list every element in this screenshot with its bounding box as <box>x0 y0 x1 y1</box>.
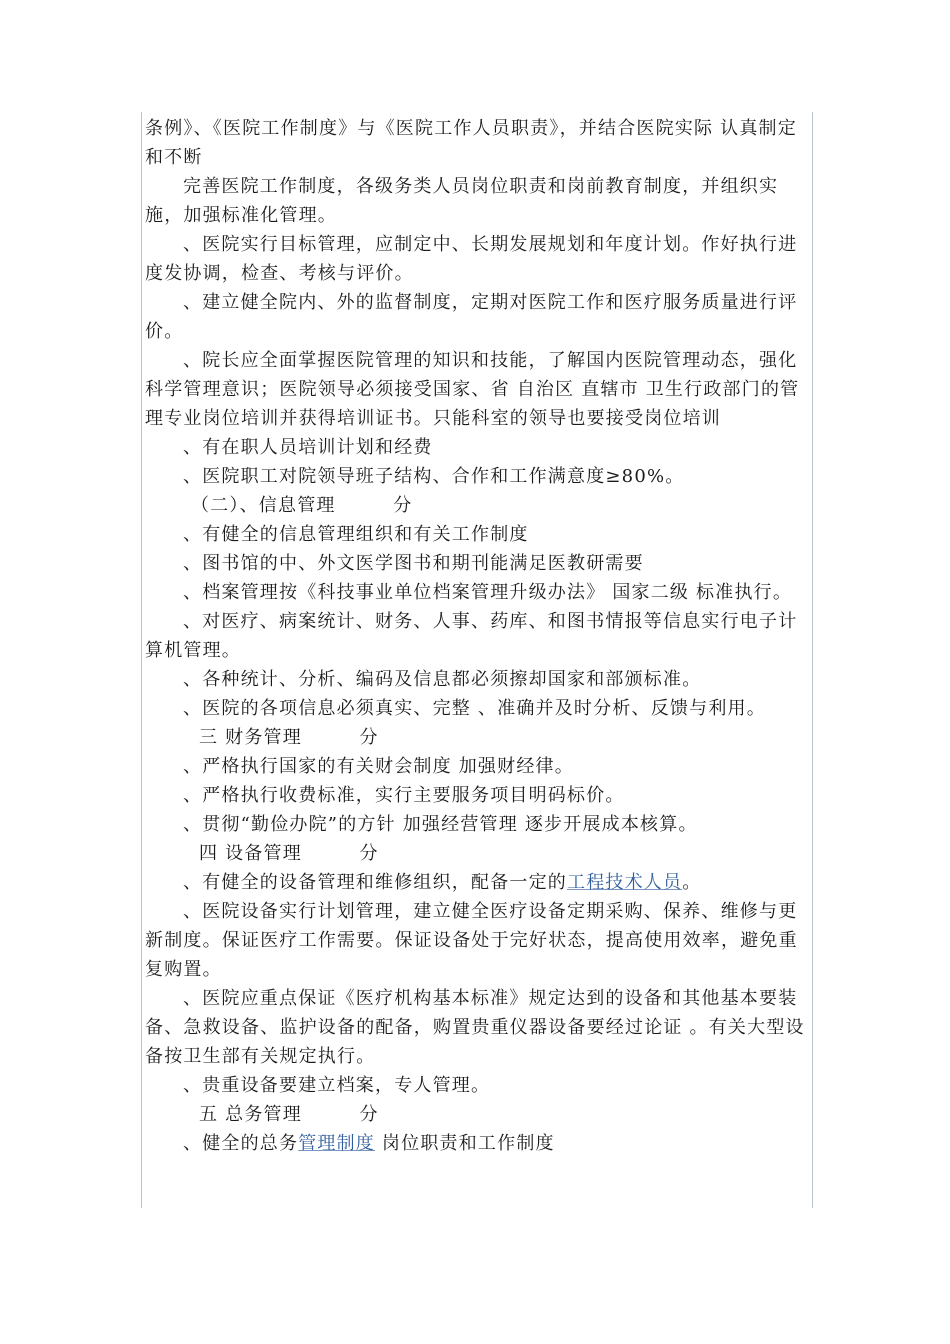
section-heading-finance: 三 财务管理 分 <box>199 727 379 748</box>
paragraph-1: 条例》、《医院工作制度》与《医院工作人员职责》，并结合医院实际 认真制定和不断 <box>145 118 797 168</box>
paragraph-4: 、建立健全院内、外的监督制度，定期对医院工作和医疗服务质量进行评价。 <box>145 292 798 342</box>
paragraph-18: 、贯彻“勤俭办院”的方针 加强经营管理 逐步开展成本核算。 <box>183 814 698 835</box>
paragraph-20-pre: 、有健全的设备管理和维修组织，配备一定的 <box>183 872 567 893</box>
paragraph-13: 、各种统计、分析、编码及信息都必须擦却国家和部颁标准。 <box>183 669 702 690</box>
section-heading-equipment: 四 设备管理 分 <box>199 843 379 864</box>
paragraph-21: 、医院设备实行计划管理，建立健全医疗设备定期采购、保养、维修与更新制度。保证医疗工作需要。保证设备处于完好状态，提高使用效率，避免重复购置。 <box>145 901 798 980</box>
paragraph-2: 完善医院工作制度，各级务类人员岗位职责和岗前教育制度，并组织实施，加强标准化管理。 <box>145 176 779 226</box>
paragraph-6: 、有在职人员培训计划和经费 <box>183 437 433 458</box>
document-body <box>145 114 809 1158</box>
paragraph-7: 、医院职工对院领导班子结构、合作和工作满意度≥80%。 <box>183 466 685 487</box>
link-engineering-staff[interactable]: 工程技术人员 <box>567 872 683 893</box>
paragraph-22: 、医院应重点保证《医疗机构基本标准》规定达到的设备和其他基本要装备、急救设备、监护设备的配备，购置贵重仪器设备要经过论证 。有关大型设备按卫生部有关规定执行。 <box>145 988 805 1067</box>
link-management-system[interactable]: 管理制度 <box>298 1133 376 1154</box>
paragraph-3: 、医院实行目标管理，应制定中、长期发展规划和年度计划。作好执行进度发协调，检查、考核与评价。 <box>145 234 798 284</box>
paragraph-16: 、严格执行国家的有关财会制度 加强财经律。 <box>183 756 574 777</box>
paragraph-25 <box>145 1129 809 1158</box>
paragraph-12: 、对医疗、病案统计、财务、人事、药库、和图书情报等信息实行电子计算机管理。 <box>145 611 798 661</box>
paragraph-25-pre: 、健全的总务 <box>183 1133 299 1154</box>
paragraph-10: 、图书馆的中、外文医学图书和期刊能满足医教研需要 <box>183 553 644 574</box>
paragraph-5: 、院长应全面掌握医院管理的知识和技能，了解国内医院管理动态，强化科学管理意识；医院领导必须接受国家、省 自治区 直辖市 卫生行政部门的管理专业岗位培训并获得培训证书。只能科室的领导也要接受岗位培训 <box>145 350 800 429</box>
paragraph-11: 、档案管理按《科技事业单位档案管理升级办法》 国家二级 标准执行。 <box>183 582 793 603</box>
paragraph-9: 、有健全的信息管理组织和有关工作制度 <box>183 524 529 545</box>
section-heading-info: （二）、信息管理 分 <box>191 495 413 516</box>
paragraph-25-post: 岗位职责和工作制度 <box>375 1133 555 1154</box>
paragraph-20-post: 。 <box>682 872 702 893</box>
paragraph-20 <box>145 868 809 897</box>
paragraph-17: 、严格执行收费标准，实行主要服务项目明码标价。 <box>183 785 625 806</box>
section-heading-general: 五 总务管理 分 <box>199 1104 379 1125</box>
paragraph-23: 、贵重设备要建立档案，专人管理。 <box>183 1075 491 1096</box>
paragraph-14: 、医院的各项信息必须真实、完整 、准确并及时分析、反馈与利用。 <box>183 698 766 719</box>
